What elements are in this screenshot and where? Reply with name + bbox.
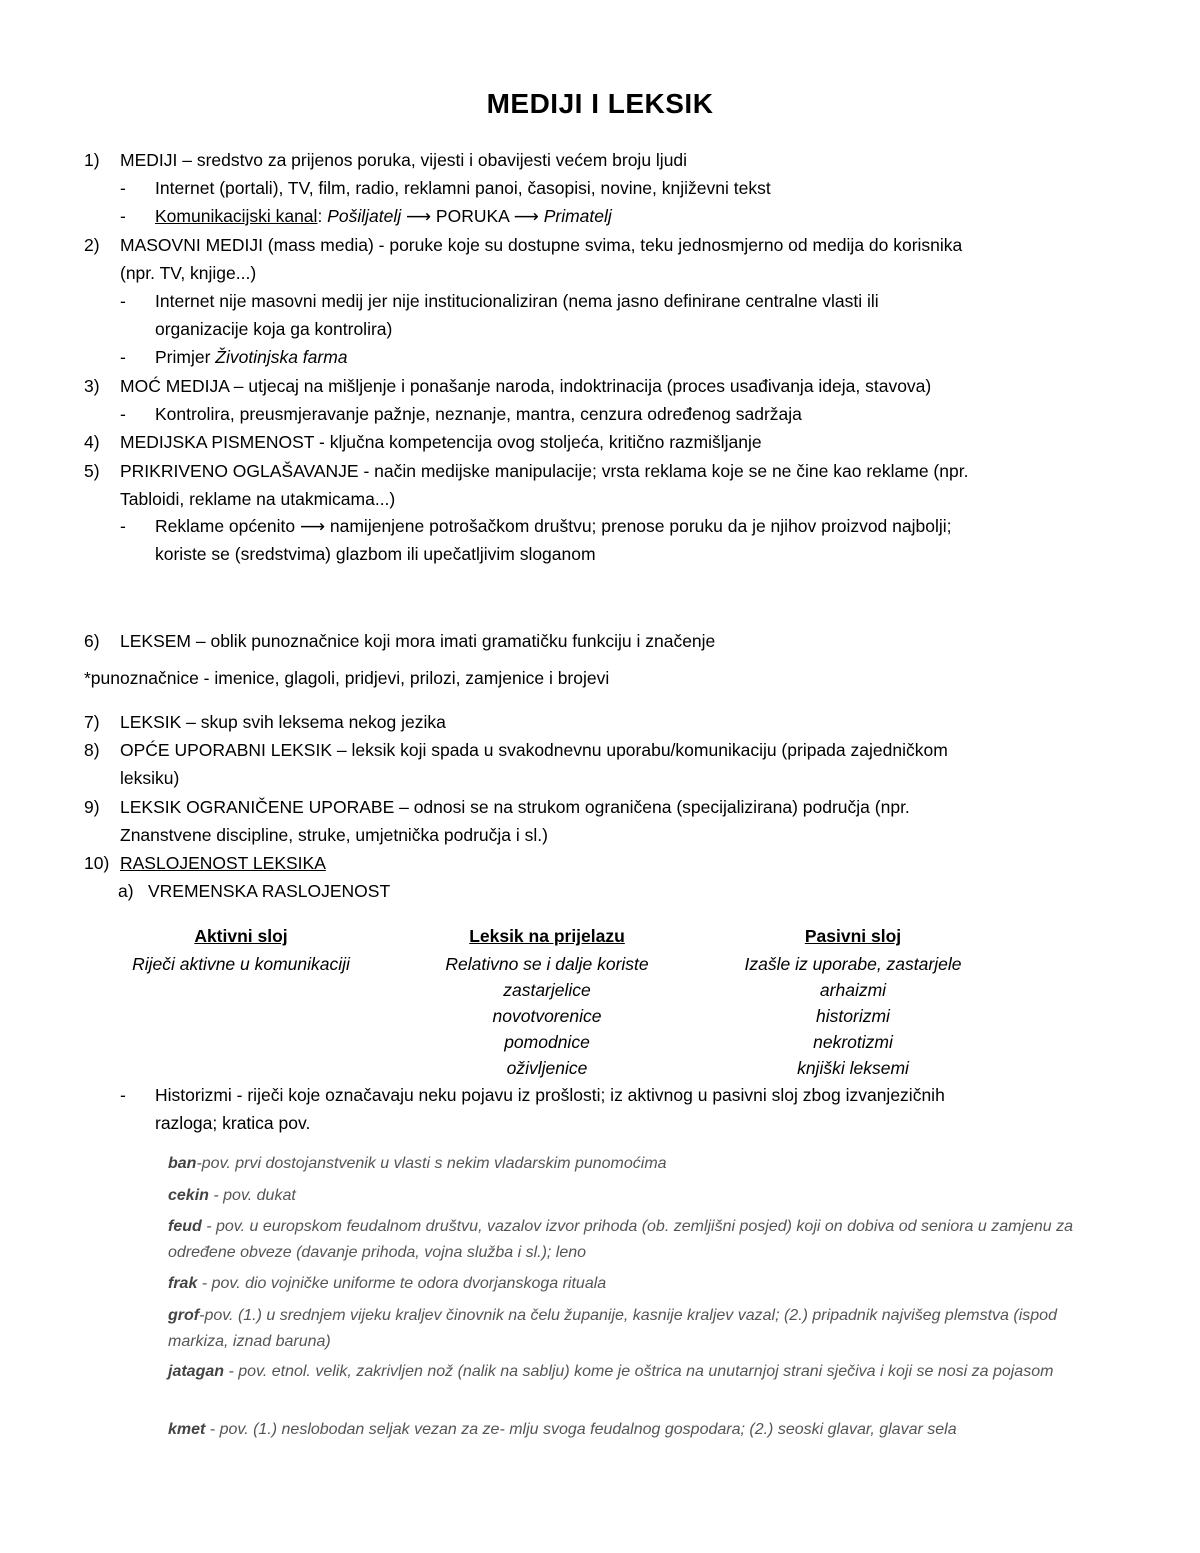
item-number: 4) xyxy=(84,432,100,452)
glossary-entry xyxy=(168,1417,1088,1443)
item-number: 6) xyxy=(84,631,100,651)
dash-bullet: - xyxy=(120,1085,126,1105)
sub-item-text: organizacije koja ga kontrolira) xyxy=(155,319,393,339)
column-header: Pasivni sloj xyxy=(804,926,902,946)
glossary-definition: -pov. prvi dostojanstvenik u vlasti s nekim vladarskim punomoćima xyxy=(196,1155,667,1172)
sender: Pošiljatelj xyxy=(327,206,402,226)
glossary-term: cekin xyxy=(168,1187,209,1204)
dash-bullet: - xyxy=(120,347,126,367)
example-title: Životinjska farma xyxy=(215,347,348,367)
footnote: *punoznačnice - imenice, glagoli, pridjevi, prilozi, zamjenice i brojevi xyxy=(84,668,610,688)
communication-channel xyxy=(155,205,612,227)
page-title: MEDIJI I LEKSIK xyxy=(486,88,714,119)
table-cell: novotvorenice xyxy=(492,1006,602,1026)
item-number: 8) xyxy=(84,740,100,760)
item-text: Tabloidi, reklame na utakmicama...) xyxy=(120,489,396,509)
glossary-entry xyxy=(168,1359,1088,1385)
sub-item-text: Reklame općenito ⟶ namijenjene potrošačkom društvu; prenose poruku da je njihov proizvod najbolji; xyxy=(155,516,952,536)
sub-label: a) xyxy=(118,881,134,901)
item-text: MEDIJI – sredstvo za prijenos poruka, vijesti i obavijesti većem broju ljudi xyxy=(120,150,688,170)
item-text: Znanstvene discipline, struke, umjetnička područja i sl.) xyxy=(120,825,548,845)
item-number: 5) xyxy=(84,461,100,481)
column-header: Leksik na prijelazu xyxy=(469,926,625,946)
glossary-definition: - pov. etnol. velik, zakrivljen nož (nalik na sablju) kome je oštrica na unutarnjoj strani sječiva i koji se nosi za pojasom xyxy=(224,1363,1054,1380)
item-number: 3) xyxy=(84,376,100,396)
sub-item-text xyxy=(155,346,348,368)
glossary-term: kmet xyxy=(168,1421,206,1438)
dash-bullet: - xyxy=(120,206,126,226)
item-number: 7) xyxy=(84,712,100,732)
item-text: leksiku) xyxy=(120,768,180,788)
glossary-definition: - pov. u europskom feudalnom društvu, vazalov izvor prihoda (ob. zemljišni posjed) koji on dobiva od seniora u zamjenu za određene obveze (davanje prihoda, vojna služba i sl.); leno xyxy=(168,1218,1074,1261)
glossary-definition: - pov. dukat xyxy=(208,1187,296,1204)
dash-bullet: - xyxy=(120,178,126,198)
receiver: Primatelj xyxy=(543,206,612,226)
glossary-entry xyxy=(168,1151,1088,1177)
glossary-term: jatagan xyxy=(168,1363,225,1380)
sub-item-text: Internet (portali), TV, film, radio, reklamni panoi, časopisi, novine, književni tekst xyxy=(155,178,771,198)
sub-item-text: Internet nije masovni medij jer nije institucionaliziran (nema jasno definirane centralne vlasti ili xyxy=(155,291,879,311)
table-cell: nekrotizmi xyxy=(813,1032,893,1052)
colon: : xyxy=(317,206,328,226)
table-cell: arhaizmi xyxy=(819,980,887,1000)
message: PORUKA xyxy=(435,206,509,226)
table-cell: Relativno se i dalje koriste xyxy=(445,954,649,974)
glossary-term: feud xyxy=(168,1218,202,1235)
channel-label: Komunikacijski kanal xyxy=(155,206,318,226)
glossary-entry xyxy=(168,1271,1088,1297)
example-prefix: Primjer xyxy=(155,347,216,367)
table-cell: knjiški leksemi xyxy=(797,1058,909,1078)
item-number: 9) xyxy=(84,797,100,817)
table-cell: historizmi xyxy=(816,1006,890,1026)
item-number: 10) xyxy=(84,853,110,873)
item-text: (npr. TV, knjige...) xyxy=(120,263,257,283)
item-text: OPĆE UPORABNI LEKSIK – leksik koji spada u svakodnevnu uporabu/komunikaciju (pripada zajedničkom xyxy=(120,740,948,760)
sub-item-text: Kontrolira, preusmjeravanje pažnje, neznanje, mantra, cenzura određenog sadržaja xyxy=(155,404,802,424)
sub-item-text: koriste se (sredstvima) glazbom ili upečatljivim sloganom xyxy=(155,544,596,564)
glossary-entry xyxy=(168,1303,1088,1355)
item-number: 2) xyxy=(84,235,100,255)
sub-item-text: razloga; kratica pov. xyxy=(155,1113,311,1133)
glossary-definition: - pov. (1.) neslobodan seljak vezan za ze- mlju svoga feudalnog gospodara; (2.) seoski glavar, glavar sela xyxy=(205,1421,957,1438)
glossary-definition: - pov. dio vojničke uniforme te odora dvorjanskoga rituala xyxy=(197,1275,607,1292)
dash-bullet: - xyxy=(120,291,126,311)
sub-item-text: Historizmi - riječi koje označavaju neku pojavu iz prošlosti; iz aktivnog u pasivni sloj zbog izvanjezičnih xyxy=(155,1085,945,1105)
arrow: ⟶ xyxy=(401,206,436,226)
table-cell: Riječi aktivne u komunikaciji xyxy=(132,954,350,974)
glossary-term: ban xyxy=(168,1155,197,1172)
item-text: RASLOJENOST LEKSIKA xyxy=(120,853,326,873)
item-text: MASOVNI MEDIJI (mass media) - poruke koje su dostupne svima, teku jednosmjerno od medija do korisnika xyxy=(120,235,963,255)
item-text: PRIKRIVENO OGLAŠAVANJE - način medijske manipulacije; vrsta reklama koje se ne čine kao reklame (npr. xyxy=(120,461,969,481)
dash-bullet: - xyxy=(120,516,126,536)
glossary-entry xyxy=(168,1183,1088,1209)
glossary-term: frak xyxy=(168,1275,198,1292)
item-number: 1) xyxy=(84,150,100,170)
table-cell: Izašle iz uporabe, zastarjele xyxy=(744,954,962,974)
sub-heading-text: VREMENSKA RASLOJENOST xyxy=(148,881,391,901)
item-text: LEKSIK – skup svih leksema nekog jezika xyxy=(120,712,446,732)
item-text: MEDIJSKA PISMENOST - ključna kompetencija ovog stoljeća, kritično razmišljanje xyxy=(120,432,762,452)
glossary-term: grof xyxy=(168,1307,200,1324)
glossary-definition: -pov. (1.) u srednjem vijeku kraljev činovnik na čelu županije, kasnije kraljev vazal; (2.) pripadnik najvišeg plemstva (ispod markiza, iznad baruna) xyxy=(168,1307,1057,1350)
dash-bullet: - xyxy=(120,404,126,424)
item-text: LEKSEM – oblik punoznačnice koji mora imati gramatičku funkciju i značenje xyxy=(120,631,716,651)
table-cell: oživljenice xyxy=(506,1058,588,1078)
table-cell: pomodnice xyxy=(504,1032,590,1052)
item-text: MOĆ MEDIJA – utjecaj na mišljenje i ponašanje naroda, indoktrinacija (proces usađivanja ideja, stavova) xyxy=(120,376,932,396)
column-header: Aktivni sloj xyxy=(194,926,288,946)
table-cell: zastarjelice xyxy=(503,980,591,1000)
glossary-entry xyxy=(168,1214,1088,1266)
item-text: LEKSIK OGRANIČENE UPORABE – odnosi se na strukom ograničena (specijalizirana) područja (npr. xyxy=(120,797,910,817)
arrow: ⟶ xyxy=(508,206,544,226)
